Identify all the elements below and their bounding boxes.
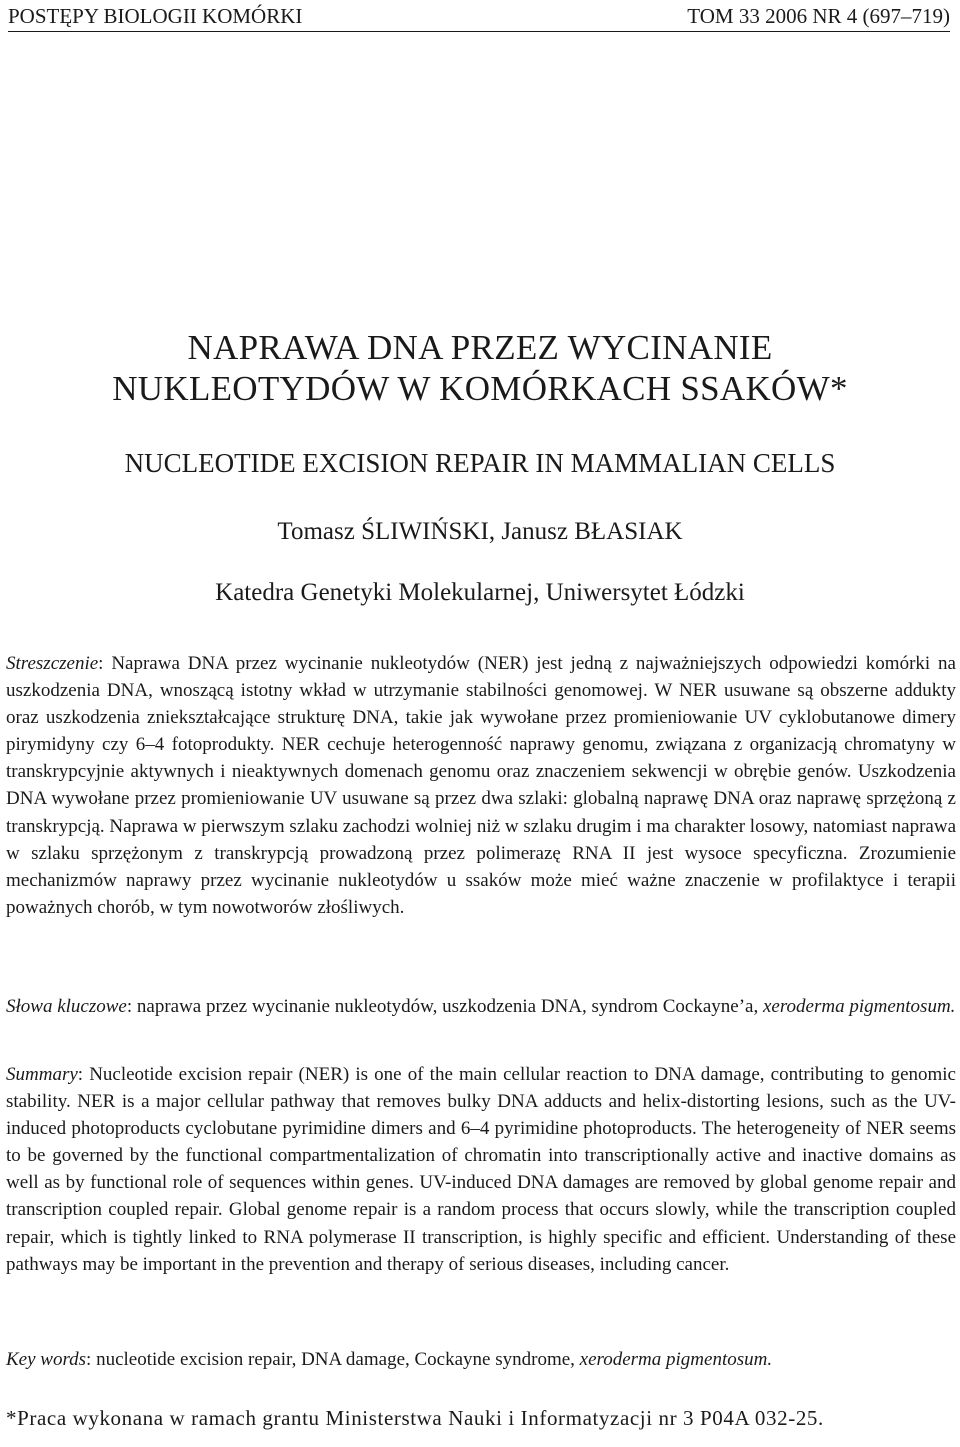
authors: Tomasz ŚLIWIŃSKI, Janusz BŁASIAK [277, 518, 683, 545]
summary-text: : Nucleotide excision repair (NER) is one of the main cellular reaction to DNA damage, contributing to genomic stability. NER is a major cellular pathway that removes bulky DNA adducts and helix-distorting lesions, such as the UV-induced photoproducts cyclobutane pyrimidine dimers and 6–4 pyrimidine photoproducts. The heterogeneity of NER seems to be governed by the functional compartmentalization of chromatin into transcriptionally active and inactive domains as well as by functional role of sequences within genes. UV-induced DNA damages are removed by global genome repair and transcription coupled repair. Global genome repair is a random process that occurs slowly, while the transcription coupled repair, which is tightly linked to RNA polymerase II transcription, is highly specific and efficient. Understanding of these pathways may be important in the prevention and therapy of serious diseases, including cancer. [6, 1064, 956, 1275]
keywords-italic-term: xeroderma pigmentosum. [762, 996, 956, 1017]
article-title-english: NUCLEOTIDE EXCISION REPAIR IN MAMMALIAN CELLS [124, 448, 836, 478]
journal-name: POSTĘPY BIOLOGII KOMÓRKI [8, 4, 303, 28]
keywords-text: : naprawa przez wycinanie nukleotydów, uszkodzenia DNA, syndrom Cockayne’a, [126, 996, 763, 1017]
affiliation: Katedra Genetyki Molekularnej, Uniwersytet Łódzki [215, 579, 745, 606]
article-title [0, 327, 960, 409]
abstract-label: Streszczenie [6, 653, 99, 674]
keywords-label: Słowa kluczowe [6, 996, 127, 1017]
keywords-polish [6, 993, 956, 1020]
summary-english [6, 1061, 956, 1278]
key-words-text: : nucleotide excision repair, DNA damage, Cockayne syndrome, [86, 1349, 580, 1370]
running-header [8, 2, 950, 30]
key-words-label: Key words [6, 1349, 87, 1370]
title-line-1: NAPRAWA DNA PRZEZ WYCINANIE [187, 328, 773, 367]
title-line-2: NUKLEOTYDÓW W KOMÓRKACH SSAKÓW* [112, 369, 848, 408]
abstract-text: : Naprawa DNA przez wycinanie nukleotydów (NER) jest jedną z najważniejszych odpowiedzi komórki na uszkodzenia DNA, wnoszącą istotny wkład w utrzymanie stabilności genomowej. W NER usuwane są obszerne addukty oraz uszkodzenia zniekształcające strukturę DNA, takie jak wywołane przez promieniowanie UV cyklobutanowe dimery pirymidyny czy 6–4 fotoprodukty. NER cechuje heterogenność naprawy genomu, związana z organizacją chromatyny w transkrypcyjnie aktywnych i nieaktywnych domenach genomu oraz znaczeniem sekwencji w obrębie genów. Uszkodzenia DNA wywołane przez promieniowanie UV usuwane są przez dwa szlaki: globalną naprawę DNA oraz naprawę sprzężoną z transkrypcją. Naprawa w pierwszym szlaku zachodzi wolniej niż w szlaku drugim i ma charakter losowy, natomiast naprawa w szlaku sprzężonym z transkrypcją prowadzoną przez polimerazę RNA II jest wysoce specyficzna. Zrozumienie mechanizmów naprawy przez wycinanie nukleotydów u ssaków może mieć ważne znaczenie w profilaktyce i terapii poważnych chorób, w tym nowotworów złośliwych. [6, 653, 956, 918]
issue-info: TOM 33 2006 NR 4 (697–719) [687, 4, 950, 28]
abstract-polish [6, 650, 956, 921]
key-words-italic-term: xeroderma pigmentosum. [579, 1349, 773, 1370]
summary-label: Summary [6, 1064, 78, 1085]
keywords-english [6, 1346, 956, 1373]
header-rule [8, 31, 950, 32]
funding-footnote: *Praca wykonana w ramach grantu Ministerstwa Nauki i Informatyzacji nr 3 P04A 032-25. [6, 1406, 824, 1430]
